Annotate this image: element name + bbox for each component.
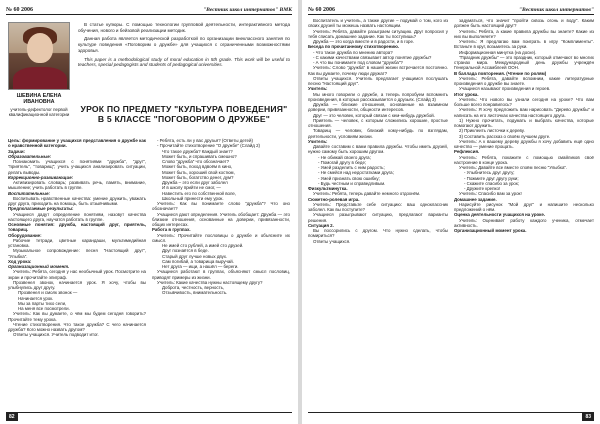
paragraph: Ответы учащихся. xyxy=(313,238,351,244)
paragraph: Учитель: Ребята, сегодня у нас необычный урок. Посмотрите на экран и прочитайте эпиграф. xyxy=(8,269,146,280)
paragraph: 1) Нужно прочитать, подумать и выбрать качества, которые помогают дружить. xyxy=(454,117,594,128)
right-page-columns xyxy=(308,18,594,409)
section-heading: Цель: формирование у учащихся представления о дружбе как о нравственной категории. xyxy=(8,138,146,149)
issue-number: № 60 2006 xyxy=(308,7,336,13)
paragraph: Дружба — это когда вместе и в радости, и в горе. xyxy=(313,39,415,44)
paragraph: - Не обижай своего друга; xyxy=(318,154,371,160)
paragraph: Друг познаётся в беде. xyxy=(162,248,209,254)
paragraph: - Будь честным и справедливым. xyxy=(318,180,386,186)
paragraph: Сам погибай, а товарища выручай. xyxy=(162,258,234,264)
text-column xyxy=(454,18,594,409)
left-page-footer xyxy=(6,412,292,421)
paragraph: Учитель: Как вы думаете, о чём мы будем сегодня говорить? Прочитайте тему урока. xyxy=(8,311,146,322)
journal-title: "Вестник школ интернатов" xyxy=(518,7,594,13)
text-column xyxy=(152,138,290,409)
paragraph: - С какими качествами связывает автор понятие дружбы? xyxy=(313,54,432,60)
paragraph: Может быть, и спрашивать смешно? xyxy=(162,153,237,159)
paragraph: Учитель: Ребята, покажите с помощью смайликов своё настроение в конце урока. xyxy=(454,154,594,165)
paragraph: Учитель: Ребята, теперь давайте немного отдохнём. xyxy=(313,191,421,197)
section-heading: Оценка деятельности учащихся на уроке. xyxy=(454,212,546,218)
paragraph: Вы поссорились с другом. Что нужно сделать, чтобы помириться? xyxy=(308,228,448,239)
section-heading: Физкультминутка. xyxy=(308,186,348,191)
paragraph: Учащиеся называют произведения и героев. xyxy=(459,86,551,92)
section-heading: Работа в группах. xyxy=(152,227,191,233)
paragraph: Не имей сто рублей, а имей сто друзей. xyxy=(162,243,244,248)
paragraph: Воспитатель и учитель, а также другие – подумай о том, кого из своих друзей ты можешь назвать настоящим. xyxy=(308,18,448,29)
right-page-header xyxy=(308,4,594,15)
paragraph: Учитель: А к вашему дереву дружбы я хочу добавить ещё одно качество — умение прощать. xyxy=(454,138,594,149)
paragraph: - Дружите крепко! xyxy=(464,186,501,191)
paragraph: Товарищ — человек, близкий кому-нибудь по взглядам, деятельности, условиям жизни. xyxy=(308,128,448,139)
paragraph: - Улыбнитесь друг другу; xyxy=(464,170,515,176)
paragraph: - Умей признать свою ошибку; xyxy=(318,175,380,181)
paragraph: Учащиеся работают в группах, объясняют смысл пословиц, приводят примеры из жизни. xyxy=(152,269,290,280)
section-heading: Оборудование: xyxy=(8,232,42,238)
paragraph: Может быть, богатство денег, дум? xyxy=(162,174,234,180)
paragraph: - Не смейся над недостатками друга; xyxy=(318,170,394,176)
paragraph: Рабочие тетради, цветные карандаши, мультимедийная установка. xyxy=(8,237,146,248)
paragraph: Старый друг лучше новых двух. xyxy=(162,253,228,259)
paragraph: Познакомить учащихся с понятиями "дружба", "друг", "приятель", "товарищ"; учить учащихся анализировать ситуации, делать выводы. xyxy=(8,159,146,175)
abstract-paragraph: Данная работа является методической разработкой по организации внеклассного занятия по культуре поведения «Поговорим о дружбе» для учащихся с ограниченными возможностями здоровья. xyxy=(78,36,290,53)
paragraph: Ответы учащихся. Учитель предлагает учащимся послушать песню "Настоящий друг". xyxy=(308,75,448,86)
paragraph: Учитель: Как вы понимаете слово "дружба"? Что оно обозначает? xyxy=(152,201,290,212)
author-role: учитель-дефектолог первой квалификационной категории xyxy=(8,106,70,118)
left-page xyxy=(0,0,298,424)
paragraph: Учитель: Ребята, а какие правила дружбы вы знаете? Какие из них вы выполняете? xyxy=(454,28,594,39)
left-page-header xyxy=(6,4,292,15)
paragraph: Приятель — человек, с которым сложились хорошие, простые отношения. xyxy=(308,117,448,128)
paragraph: Учитель: Прочитайте пословицы о дружбе и объясните их смысл. xyxy=(152,232,290,243)
section-heading: Рефлексия. xyxy=(454,149,480,155)
abstract xyxy=(78,22,290,71)
paragraph: Учитель: Ребята, давайте вспомним, какие литературные произведения о дружбе вы знаете. xyxy=(454,75,594,86)
paragraph: Учитель: Что нового вы узнали сегодня на уроке? Что вам больше всего понравилось? xyxy=(454,96,594,107)
paragraph: Дружба — близкие отношения, основанные на взаимном доверии, привязанности, общности интересов. xyxy=(308,102,448,113)
paragraph: Мы за парты тихо сели, xyxy=(18,300,67,306)
section-heading: Учитель: xyxy=(308,138,328,144)
paragraph: Друг — это человек, который связан с кем-нибудь дружбой. xyxy=(313,112,435,118)
author-name: ШЕВИНА ЕЛЕНА ИВАНОВНА xyxy=(16,93,62,106)
paragraph: - Скажите спасибо за урок; xyxy=(464,180,520,186)
paragraph: Нет друга — ищи, а нашёл — береги. xyxy=(162,264,239,269)
article-title: УРОК ПО ПРЕДМЕТУ "КУЛЬТУРА ПОВЕДЕНИЯ" В 5 КЛАССЕ "ПОГОВОРИМ О ДРУЖБЕ" xyxy=(80,104,288,124)
paragraph: И в школу прийти не смог, — xyxy=(162,185,221,191)
paragraph: - Прочитайте стихотворение "О дружбе" (Слайд 2) xyxy=(157,143,260,149)
paragraph: Учащиеся разыгрывают ситуацию, предлагают варианты решения. xyxy=(308,212,448,223)
paragraph: 3) Составить рассказ о своём лучшем друге. xyxy=(459,133,551,139)
section-heading: Домашнее задание. xyxy=(454,196,497,202)
paragraph: Учитель: Представьте себе ситуацию: ваш одноклассник заболел. Как вы поступите? xyxy=(308,201,448,212)
section-heading: Воспитательные: xyxy=(8,190,50,196)
paragraph: задуматься, что значит "пройти сквозь огонь и воду". Каким должен быть настоящий друг? xyxy=(454,18,594,29)
paragraph: Учитель: Спасибо вам за урок! xyxy=(459,191,522,197)
author-photo xyxy=(8,22,70,90)
paragraph: Учитель: Ребята, давайте разыграем ситуацию. Друг попросил у тебя списать домашнее задание. Как ты поступишь? xyxy=(308,28,448,39)
journal-title: "Вестник школ интернатов" ВМК xyxy=(203,7,292,13)
author-block xyxy=(8,22,70,118)
left-page-columns xyxy=(8,138,290,409)
right-page-footer xyxy=(308,412,594,421)
paragraph: Нарисуйте рисунок "Мой друг" и напишите несколько предложений о нём. xyxy=(454,201,594,212)
page-number: 83 xyxy=(582,413,594,421)
paragraph: 2) Приклеить листочки к дереву. xyxy=(459,128,525,134)
paragraph: Воспитывать нравственные качества: умение дружить, уважать друг друга, приходить на помощь, быть отзывчивыми. xyxy=(8,195,146,206)
paragraph: Учитель: Слово "дружба" в нашей жизни встречается постоянно. Как вы думаете, почему люди дружат? xyxy=(308,65,448,76)
paragraph: Музыкальное сопровождение: песня "Настоящий друг", "Улыбка". xyxy=(8,248,146,259)
section-heading: Беседа по прочитанному стихотворению. xyxy=(308,44,400,50)
paragraph: Может быть, хороший свой костюм, xyxy=(162,169,235,175)
section-heading: Ход урока: xyxy=(8,258,32,264)
paragraph: Что такое дружба? Каждый знает? xyxy=(162,148,233,154)
paragraph: - Что такое дружба по мнению автора? xyxy=(313,49,393,55)
paragraph: Навестить его по собственной воле, xyxy=(162,190,237,196)
paragraph: Отзывчивость, внимательность. xyxy=(162,290,228,296)
paragraph: - Пожмите друг другу руки; xyxy=(464,175,519,181)
section-heading: В баллада повторения. (Чтение по ролям) xyxy=(454,70,547,76)
paragraph: Учащиеся дадут определение понятиям, назовут качества настоящего друга, научатся работать в группе. xyxy=(8,211,146,222)
paragraph: Прозвенел и смолк звонок — xyxy=(18,290,78,296)
section-heading: Организационный момент урока. xyxy=(454,228,527,233)
paragraph: Дружба – это если друг заболел xyxy=(162,180,228,185)
paragraph: Слово "дружба" что обозначает? xyxy=(162,159,230,164)
paragraph: Ответы учащихся. Учитель подводит итог. xyxy=(13,332,99,338)
paragraph: Учитель: Оценивает работу каждого ученика, отмечает активность. xyxy=(454,217,594,228)
section-heading: Предполагаемые результаты: xyxy=(8,206,74,212)
right-page xyxy=(302,0,600,424)
paragraph: - Помогай другу в беде; xyxy=(318,159,367,165)
paragraph: Начинается урок. xyxy=(18,295,54,301)
paragraph: Учитель: Я хочу предложить вам нарисовать "Дерево дружбы" и написать на его листочках качества настоящего друга. xyxy=(454,107,594,118)
paragraph: Прозвенел звонок, начинается урок. Я хочу, чтобы вы улыбнулись друг другу. xyxy=(8,279,146,290)
paragraph: Активизировать словарь; развивать речь, память, внимание, мышление; учить работать в группе. xyxy=(8,180,146,191)
paragraph: Учащиеся дают определения. Учитель обобщает: Дружба — это близкие отношения, основанные на доверии, привязанности, общих интересах. xyxy=(152,211,290,227)
paragraph: Доброта, честность, верность, xyxy=(162,285,225,290)
abstract-english: This paper is a methodological study of moral education in 5th grade. This work will be useful to teachers, special pedagogists and students of pedagogical universities. xyxy=(78,56,290,68)
abstract-paragraph: В статье купюры. С помощью технологии групповой деятельности, интерактивного метода обучения, нового и бейзовой реализации методик. xyxy=(78,22,290,33)
text-column xyxy=(8,138,146,409)
section-heading: Образовательные: xyxy=(8,153,52,159)
paragraph: Мы много говорили о дружбе, а теперь попробуем вспомнить произведения, в которых рассказывается о друзьях. (Слайд 3) xyxy=(308,91,448,102)
paragraph: - Ребята, есть ли у вас друзья? (Ответы детей) xyxy=(157,138,253,143)
paragraph: На меня все посмотрели. xyxy=(18,306,70,311)
paragraph: Может быть, поход вдвоём в кино, xyxy=(162,164,233,170)
section-heading: Итог урока. xyxy=(454,91,479,97)
paragraph: Учитель: Давайте все вместе споём песню "Улыбка". xyxy=(459,165,568,170)
paragraph: "Праздник дружбы" — это праздник, который отмечают во многих странах мира. Международный день дружбы учреждён Генеральной Ассамблеей ООН. xyxy=(454,54,594,71)
paragraph: Учитель: Какие качества нужны настоящему другу? xyxy=(157,279,263,285)
section-heading: Учитель: xyxy=(308,86,328,92)
paragraph: Учитель: Я предлагаю вам поиграть в игру "Комплименты". Встаньте в круг, возьмитесь за руки. xyxy=(454,39,594,50)
paragraph: - А что вы понимаете под словом "дружба"? xyxy=(313,60,403,65)
page-number: 82 xyxy=(6,413,18,421)
paragraph: Информационная минутка (на доске). xyxy=(459,49,537,55)
paragraph: Школьный принести ему урок. xyxy=(162,195,224,201)
section-heading: Ситуация 2. xyxy=(308,222,334,228)
issue-number: № 60 2006 xyxy=(6,7,34,13)
section-heading: Коррекционно-развивающие: xyxy=(8,174,74,180)
paragraph: Давайте составим с вами правила дружбы. Чтобы иметь друзей, нужно самому быть хорошим другом. xyxy=(308,144,448,155)
text-column xyxy=(308,18,448,409)
paragraph: - Умей разделить с ним радость; xyxy=(318,165,385,170)
section-heading: Сюжетно-ролевая игра. xyxy=(308,196,360,202)
section-heading: Основные понятия: дружба, настоящий друг, приятель, товарищ. xyxy=(8,222,146,233)
section-heading: Задачи: xyxy=(8,148,26,154)
paragraph: Чтение стихотворения. Что такое дружба? С чего начинается дружба? Кого можно назвать другом? xyxy=(8,321,146,332)
section-heading: Организационный момент. xyxy=(8,264,70,269)
